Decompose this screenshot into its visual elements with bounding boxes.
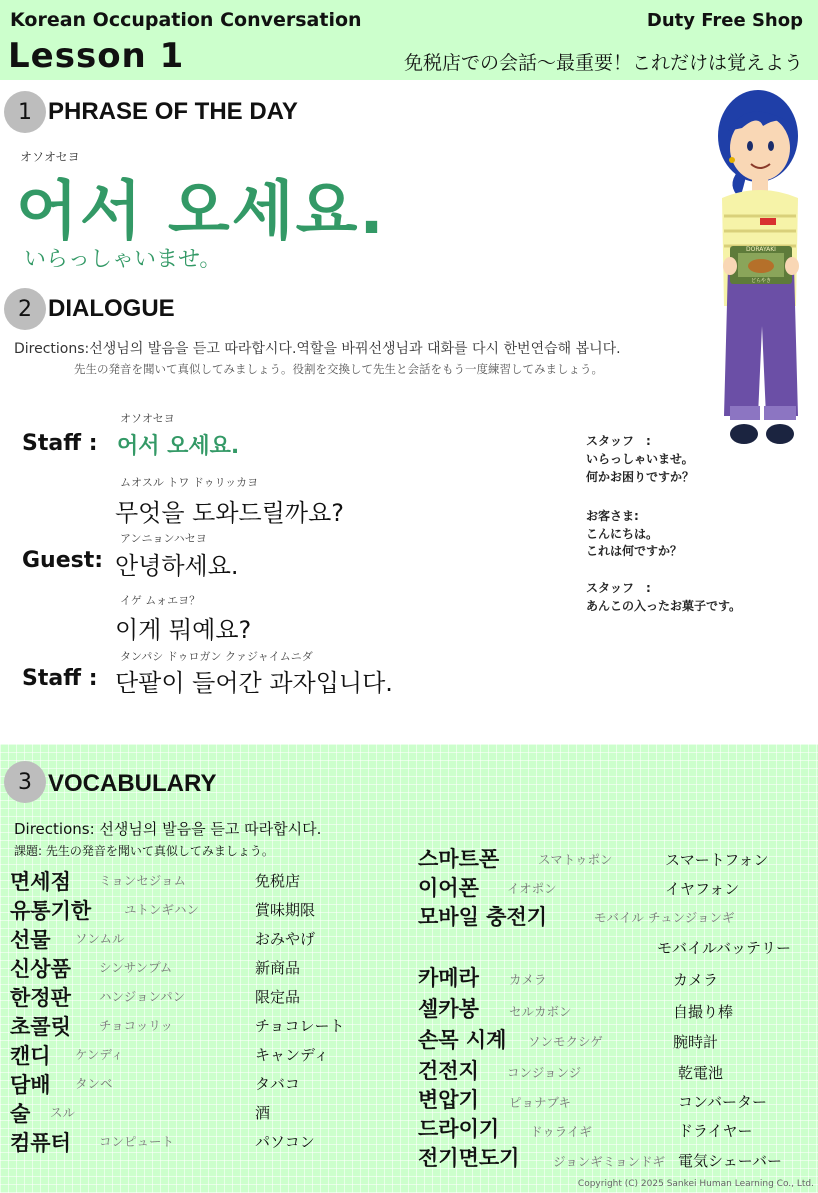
vocab-reading: ソンムル <box>75 931 125 946</box>
vocab-japanese: カメラ <box>673 971 719 989</box>
dialogue-directions-ko: Directions:선생님의 발음을 듣고 따라합시다.역할을 바꿔선생님과 대화를 다시 한번연습해 봅니다. <box>14 341 621 357</box>
translation-line: こんにちは。 <box>586 527 659 541</box>
vocab-reading: タンベ <box>75 1076 113 1091</box>
vocab-reading: イオポン <box>507 881 557 896</box>
line-reading: オソオセヨ <box>120 412 175 425</box>
line-reading: イゲ ムォエヨ？ <box>120 594 201 607</box>
vocab-korean: 이어폰 <box>418 876 479 900</box>
vocab-directions-jp: 課題: 先生の発音を聞いて真似してみましょう。 <box>14 844 274 858</box>
vocab-reading: ハンジョンパン <box>99 989 186 1004</box>
vocab-reading: チョコッリッ <box>99 1018 173 1033</box>
speaker-label: Staff : <box>22 666 98 691</box>
translation-line: いらっしゃいませ。 <box>586 452 694 466</box>
translation-line: 何かお困りですか？ <box>586 470 695 484</box>
box-sublabel: どらやき <box>750 278 772 284</box>
vocab-korean: 셀카봉 <box>418 997 479 1021</box>
dialogue-line: 무엇을 도와드릴까요? <box>115 499 345 527</box>
vocab-reading: ユトンギハン <box>124 902 200 917</box>
vocab-japanese: パソコン <box>255 1133 315 1151</box>
vocab-japanese: 自撮り棒 <box>673 1003 734 1021</box>
vocab-korean: 초콜릿 <box>10 1015 71 1039</box>
vocab-japanese: ドライヤー <box>678 1122 753 1140</box>
vocab-japanese: 免税店 <box>255 872 301 890</box>
dialogue-line: 어서 오세요. <box>117 434 240 459</box>
translation-line: スタッフ : <box>586 581 651 595</box>
vocab-korean: 손목 시계 <box>418 1028 507 1052</box>
vocab-japanese: 酒 <box>255 1104 271 1122</box>
vocab-korean: 캔디 <box>10 1044 51 1068</box>
vocab-japanese: イヤフォン <box>665 880 740 898</box>
vocab-japanese: タバコ <box>255 1075 300 1093</box>
copyright-notice: Copyright (C) 2025 Sankei Human Learning Co., Ltd. <box>577 1179 814 1189</box>
section-number-badge: 2 <box>4 288 46 330</box>
translation-line: これは何ですか？ <box>586 544 683 558</box>
vocab-reading: ピョナブキ <box>509 1095 572 1110</box>
vocab-korean: 담배 <box>10 1073 51 1097</box>
vocab-korean: 면세점 <box>10 870 71 894</box>
vocab-reading: コンジョンジ <box>507 1065 582 1080</box>
line-reading: ムオスル トワ ドゥリッカヨ <box>120 476 259 489</box>
vocab-reading: セルカボン <box>509 1004 572 1019</box>
vocab-japanese: 新商品 <box>255 959 301 977</box>
vocab-directions-ko: Directions: 선생님의 발음을 듣고 따라합시다. <box>14 820 322 838</box>
dialogue-line: 안녕하세요. <box>115 552 239 580</box>
vocab-japanese: おみやげ <box>255 930 316 948</box>
section-number-badge: 3 <box>4 761 46 803</box>
vocab-reading: シンサンプム <box>99 960 173 975</box>
staff-illustration <box>708 86 806 446</box>
vocab-japanese: 賞味期限 <box>255 901 316 919</box>
vocab-korean: 유통기한 <box>10 899 92 923</box>
vocab-korean: 선물 <box>10 928 51 952</box>
vocab-reading: ジョンギミョンドギ <box>553 1154 666 1169</box>
vocab-japanese: 電気シェーバー <box>678 1152 782 1170</box>
vocab-japanese: キャンディ <box>255 1046 329 1064</box>
vocab-reading: カメラ <box>509 972 547 987</box>
phrase-japanese: いらっしゃいませ。 <box>24 247 222 272</box>
vocab-korean: 모바일 충전기 <box>418 905 548 929</box>
vocab-reading: スル <box>50 1105 76 1120</box>
lesson-subtitle: 免税店での会話～最重要！これだけは覚えよう <box>403 52 803 74</box>
vocab-japanese: スマートフォン <box>665 851 769 869</box>
vocab-japanese: チョコレート <box>255 1017 345 1035</box>
line-reading: アンニョンハセヨ <box>120 532 207 545</box>
header-banner <box>0 0 818 80</box>
speaker-label: Staff : <box>22 431 98 456</box>
vocab-korean: 컴퓨터 <box>10 1131 71 1155</box>
phrase-reading: オソオセヨ <box>20 150 80 164</box>
translation-line: あんこの入ったお菓子です。 <box>586 599 742 613</box>
course-title: Korean Occupation Conversation <box>10 9 362 31</box>
line-reading: タンパシ ドゥロガン クァジャイムニダ <box>120 650 313 663</box>
vocab-reading: ケンディ <box>75 1047 124 1062</box>
vocab-japanese: 乾電池 <box>678 1064 724 1082</box>
vocab-reading: モバイル チュンジョンギ <box>594 910 735 925</box>
vocab-korean: 건전지 <box>418 1059 479 1083</box>
dialogue-line: 단팥이 들어간 과자입니다. <box>115 669 393 697</box>
vocab-reading: ソンモクシゲ <box>528 1034 603 1049</box>
vocab-reading: コンピュート <box>99 1134 175 1149</box>
lesson-title: Lesson 1 <box>8 36 185 76</box>
dialogue-directions-jp: 先生の発音を聞いて真似してみましょう。役割を交換して先生と会話をもう一度練習してみましょう。 <box>74 362 603 376</box>
section-title-dialogue: DIALOGUE <box>48 295 175 322</box>
translation-line: お客さま: <box>586 509 639 523</box>
vocab-korean: 신상품 <box>10 957 71 981</box>
speaker-label: Guest: <box>22 548 104 573</box>
topic-title: Duty Free Shop <box>646 10 803 31</box>
dialogue-line: 이게 뭐예요? <box>115 616 252 644</box>
vocab-korean: 한정판 <box>10 986 71 1010</box>
vocab-korean: 스마트폰 <box>418 847 500 871</box>
vocab-japanese: コンバーター <box>678 1093 767 1111</box>
section-number-badge: 1 <box>4 91 46 133</box>
vocab-reading: ミョンセジョム <box>99 873 187 888</box>
vocab-korean: 카메라 <box>418 966 479 990</box>
box-label: DORAYAKI <box>746 246 776 253</box>
section-title-vocabulary: VOCABULARY <box>48 770 217 797</box>
section-title-phrase: PHRASE OF THE DAY <box>48 98 298 125</box>
vocab-japanese: 腕時計 <box>673 1033 719 1051</box>
vocab-korean: 전기면도기 <box>418 1146 520 1170</box>
vocab-japanese: 限定品 <box>255 988 301 1006</box>
vocab-korean: 드라이기 <box>418 1117 500 1141</box>
translation-line: スタッフ : <box>586 434 651 448</box>
vocab-reading: スマトゥポン <box>538 852 613 867</box>
vocab-reading: ドゥライギ <box>530 1124 592 1139</box>
vocab-korean: 술 <box>10 1102 31 1126</box>
vocab-japanese: モバイルバッテリー <box>657 939 791 957</box>
phrase-korean: 어서 오세요. <box>16 175 386 249</box>
vocab-korean: 변압기 <box>418 1088 479 1112</box>
